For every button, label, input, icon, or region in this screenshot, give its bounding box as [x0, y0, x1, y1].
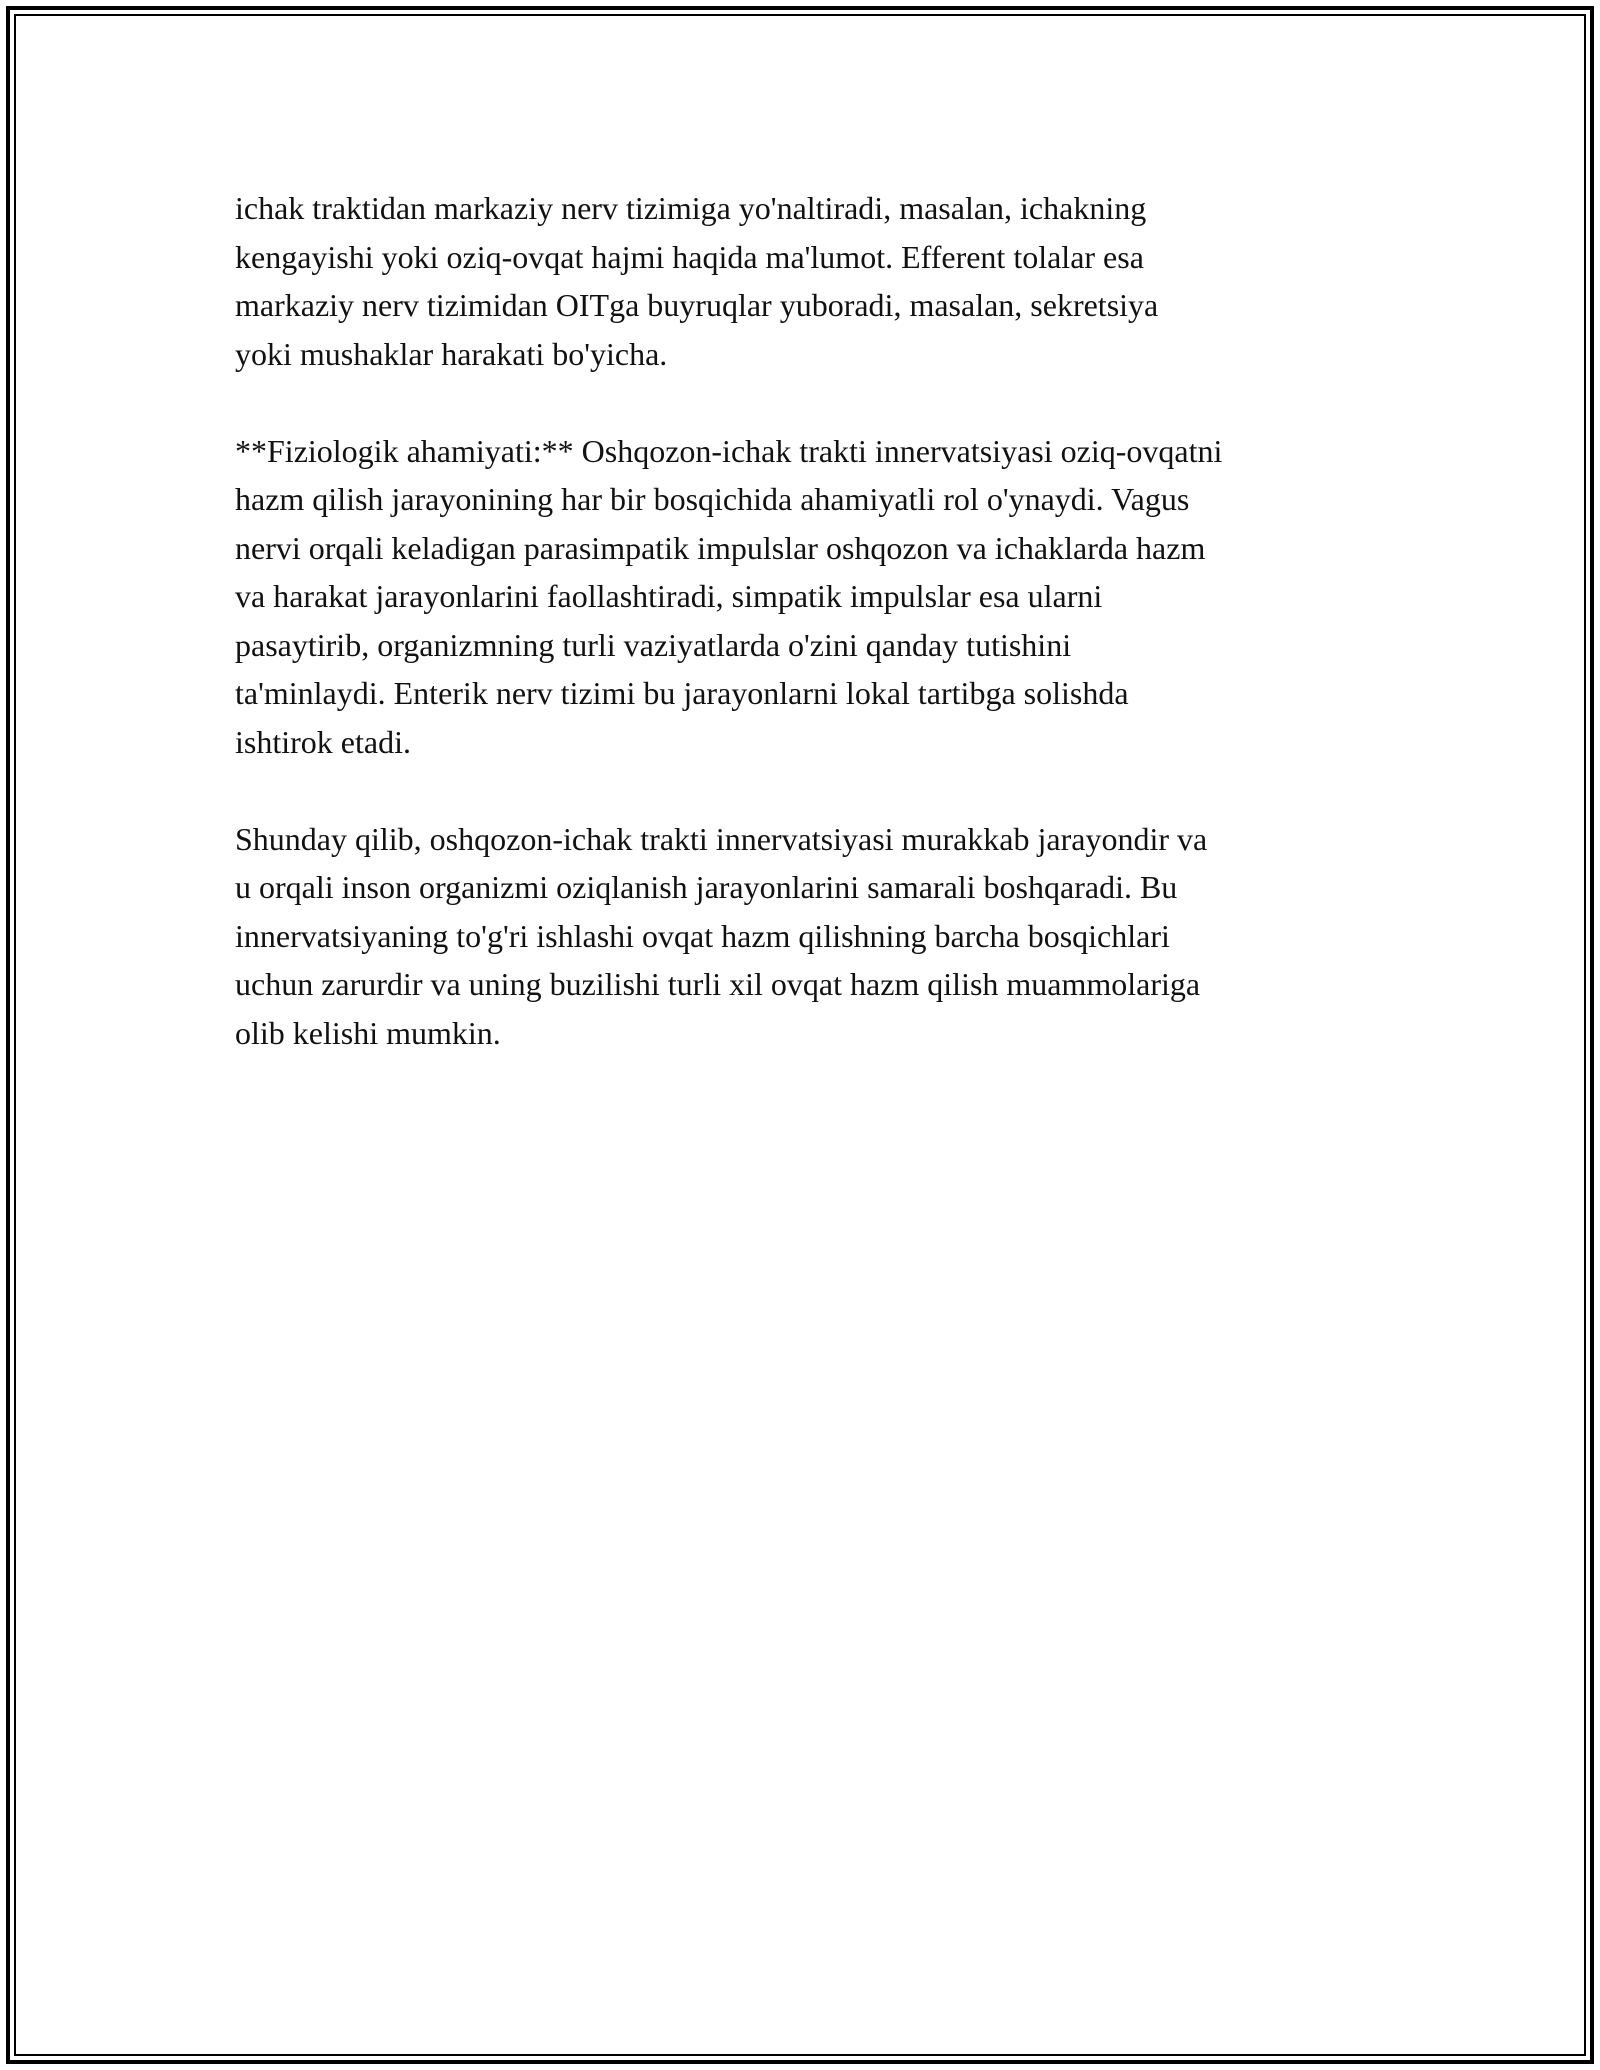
document-body	[235, 184, 1375, 1106]
paragraph-nerve-fibers: ichak traktidan markaziy nerv tizimiga yo'naltiradi, masalan, ichakning kengayishi yoki oziq-ovqat hajmi haqida ma'lumot. Efferent tolalar esa markaziy nerv tizimidan OITga buyruqlar yuboradi, masalan, sekretsiya yoki mushaklar harakati bo'yicha.	[235, 190, 1159, 372]
paragraph-physiological-significance: **Fiziologik ahamiyati:** Oshqozon-ichak trakti innervatsiyasi oziq-ovqatni hazm qilish jarayonining har bir bosqichida ahamiyatli rol o'ynaydi. Vagus nervi orqali keladigan parasimpatik impulslar oshqozon va ichaklarda hazm va harakat jarayonlarini faollashtiradi, simpatik impulslar esa ularni pasaytirib, organizmning turli vaziyatlarda o'zini qanday tutishini ta'minlaydi. Enterik nerv tizimi bu jarayonlarni lokal tartibga solishda ishtirok etadi.	[235, 432, 1223, 760]
paragraph-conclusion: Shunday qilib, oshqozon-ichak trakti innervatsiyasi murakkab jarayondir va u orqali inson organizmi oziqlanish jarayonlarini samarali boshqaradi. Bu innervatsiyaning to'g'ri ishlashi ovqat hazm qilishning barcha bosqichlari uchun zarurdir va uning buzilishi turli xil ovqat hazm qilish muammolariga olib kelishi mumkin.	[235, 820, 1208, 1051]
